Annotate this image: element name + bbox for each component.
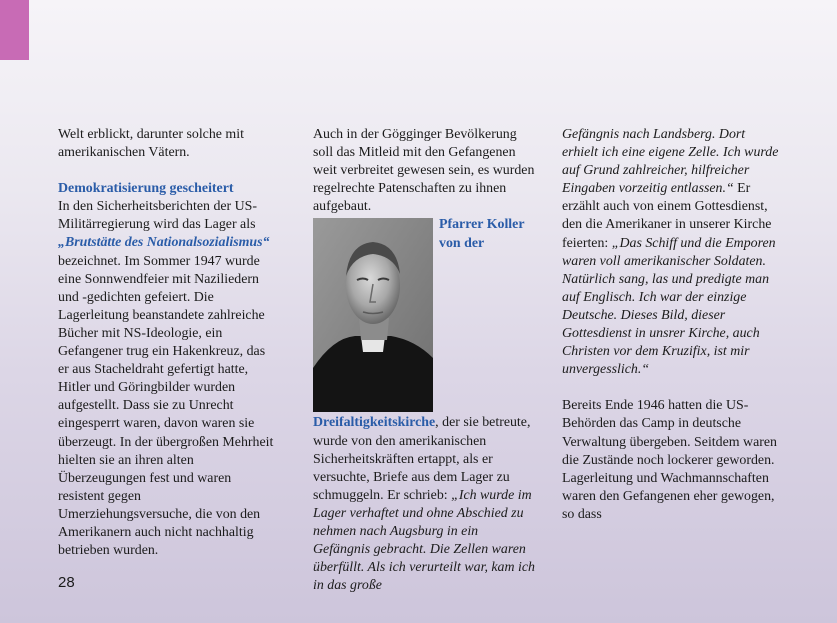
right-text-column [562, 126, 784, 524]
highlighted-quote: „Brutstätte des Nationalsozialismus“ [58, 235, 270, 251]
paragraph-gap [562, 379, 784, 397]
paragraph-text: Er erzählt auch von einem Gottesdienst, den die Amerikaner in unserer Kirche feierten: [562, 181, 772, 251]
section-heading: Demokratisierung gescheitert [58, 181, 234, 197]
paragraph-gap [58, 162, 278, 180]
landsberg-paragraph [562, 126, 784, 379]
paragraph-text: In den Sicherheitsberichten der US-Militärregierung wird das Lager als [58, 199, 258, 233]
priest-quote: „Ich wurde im Lager verhaftet und ohne Abschied zu nehmen nach Augsburg in ein Gefängnis gebracht. Die Zellen waren überfüllt. Als ich verurteilt war, kam ich in das große [313, 487, 535, 594]
left-text-column [58, 126, 278, 560]
middle-text-column [313, 126, 535, 595]
photo-caption: Pfarrer Koller von der Dreifaltigkeitskirche [313, 217, 525, 431]
portrait-image [313, 218, 433, 412]
security-report-paragraph [58, 198, 278, 560]
corner-color-tab [0, 0, 29, 60]
paragraph-text: , der sie betreute, wurde von den amerikanischen Sicherheitskräften ertappt, als er versuchte, Briefe aus dem Lager zu schmuggeln. Er schrieb: [313, 415, 531, 503]
priest-photo [313, 218, 433, 412]
intro-paragraph: Welt erblickt, darunter solche mit amerikanischen Vätern. [58, 127, 244, 161]
church-service-quote: „Das Schiff und die Emporen waren voll amerikanischer Soldaten. Natürlich sang, las und predigte man auf Englisch. Ich war der einzige Deutsche. Dieses Bild, dieser Gottesdienst in unsrer Kirche, auch Christen vor dem Kruzifix, ist mir unvergesslich.“ [562, 235, 776, 378]
page-number: 28 [58, 574, 75, 591]
administration-paragraph: Bereits Ende 1946 hatten die US-Behörden das Camp in deutsche Verwaltung übergeben. Seitdem waren die Zustände noch lockerer geworden. Lagerleitung und Wachmannschaften waren den Gefangenen eher gewogen, so dass [562, 398, 777, 522]
priest-quote-continued: Gefängnis nach Landsberg. Dort erhielt ich eine eigene Zelle. Ich wurde auf Grund zahlreicher, hilfreicher Eingaben vorzeitig entlassen.“ [562, 127, 779, 197]
population-paragraph: Auch in der Gögginger Bevölkerung soll das Mitleid mit den Gefangenen weit verbreitet gewesen sein, es wurden regelrechte Patenschaften zu ihnen aufgebaut. [313, 127, 535, 215]
paragraph-text: bezeichnet. Im Sommer 1947 wurde eine Sonnwendfeier mit Naziliedern und -gedichten gefeiert. Die Lagerleitung beanstandete zahlreiche Bücher mit NS-Ideologie, ein Gefangener trug ein Hakenkreuz, das er aus Stacheldraht gefertigt hatte, Hitler und Göringbilder wurden aufgestellt. Dass sie zu Unrecht eingesperrt waren, davon waren sie überzeugt. In der übergroßen Mehrheit hielten sie an ihren alten Überzeugungen fest und waren resistent gegen Umerziehungsversuche, die von den Amerikanern auch nicht nachhaltig betrieben wurden. [58, 253, 274, 559]
